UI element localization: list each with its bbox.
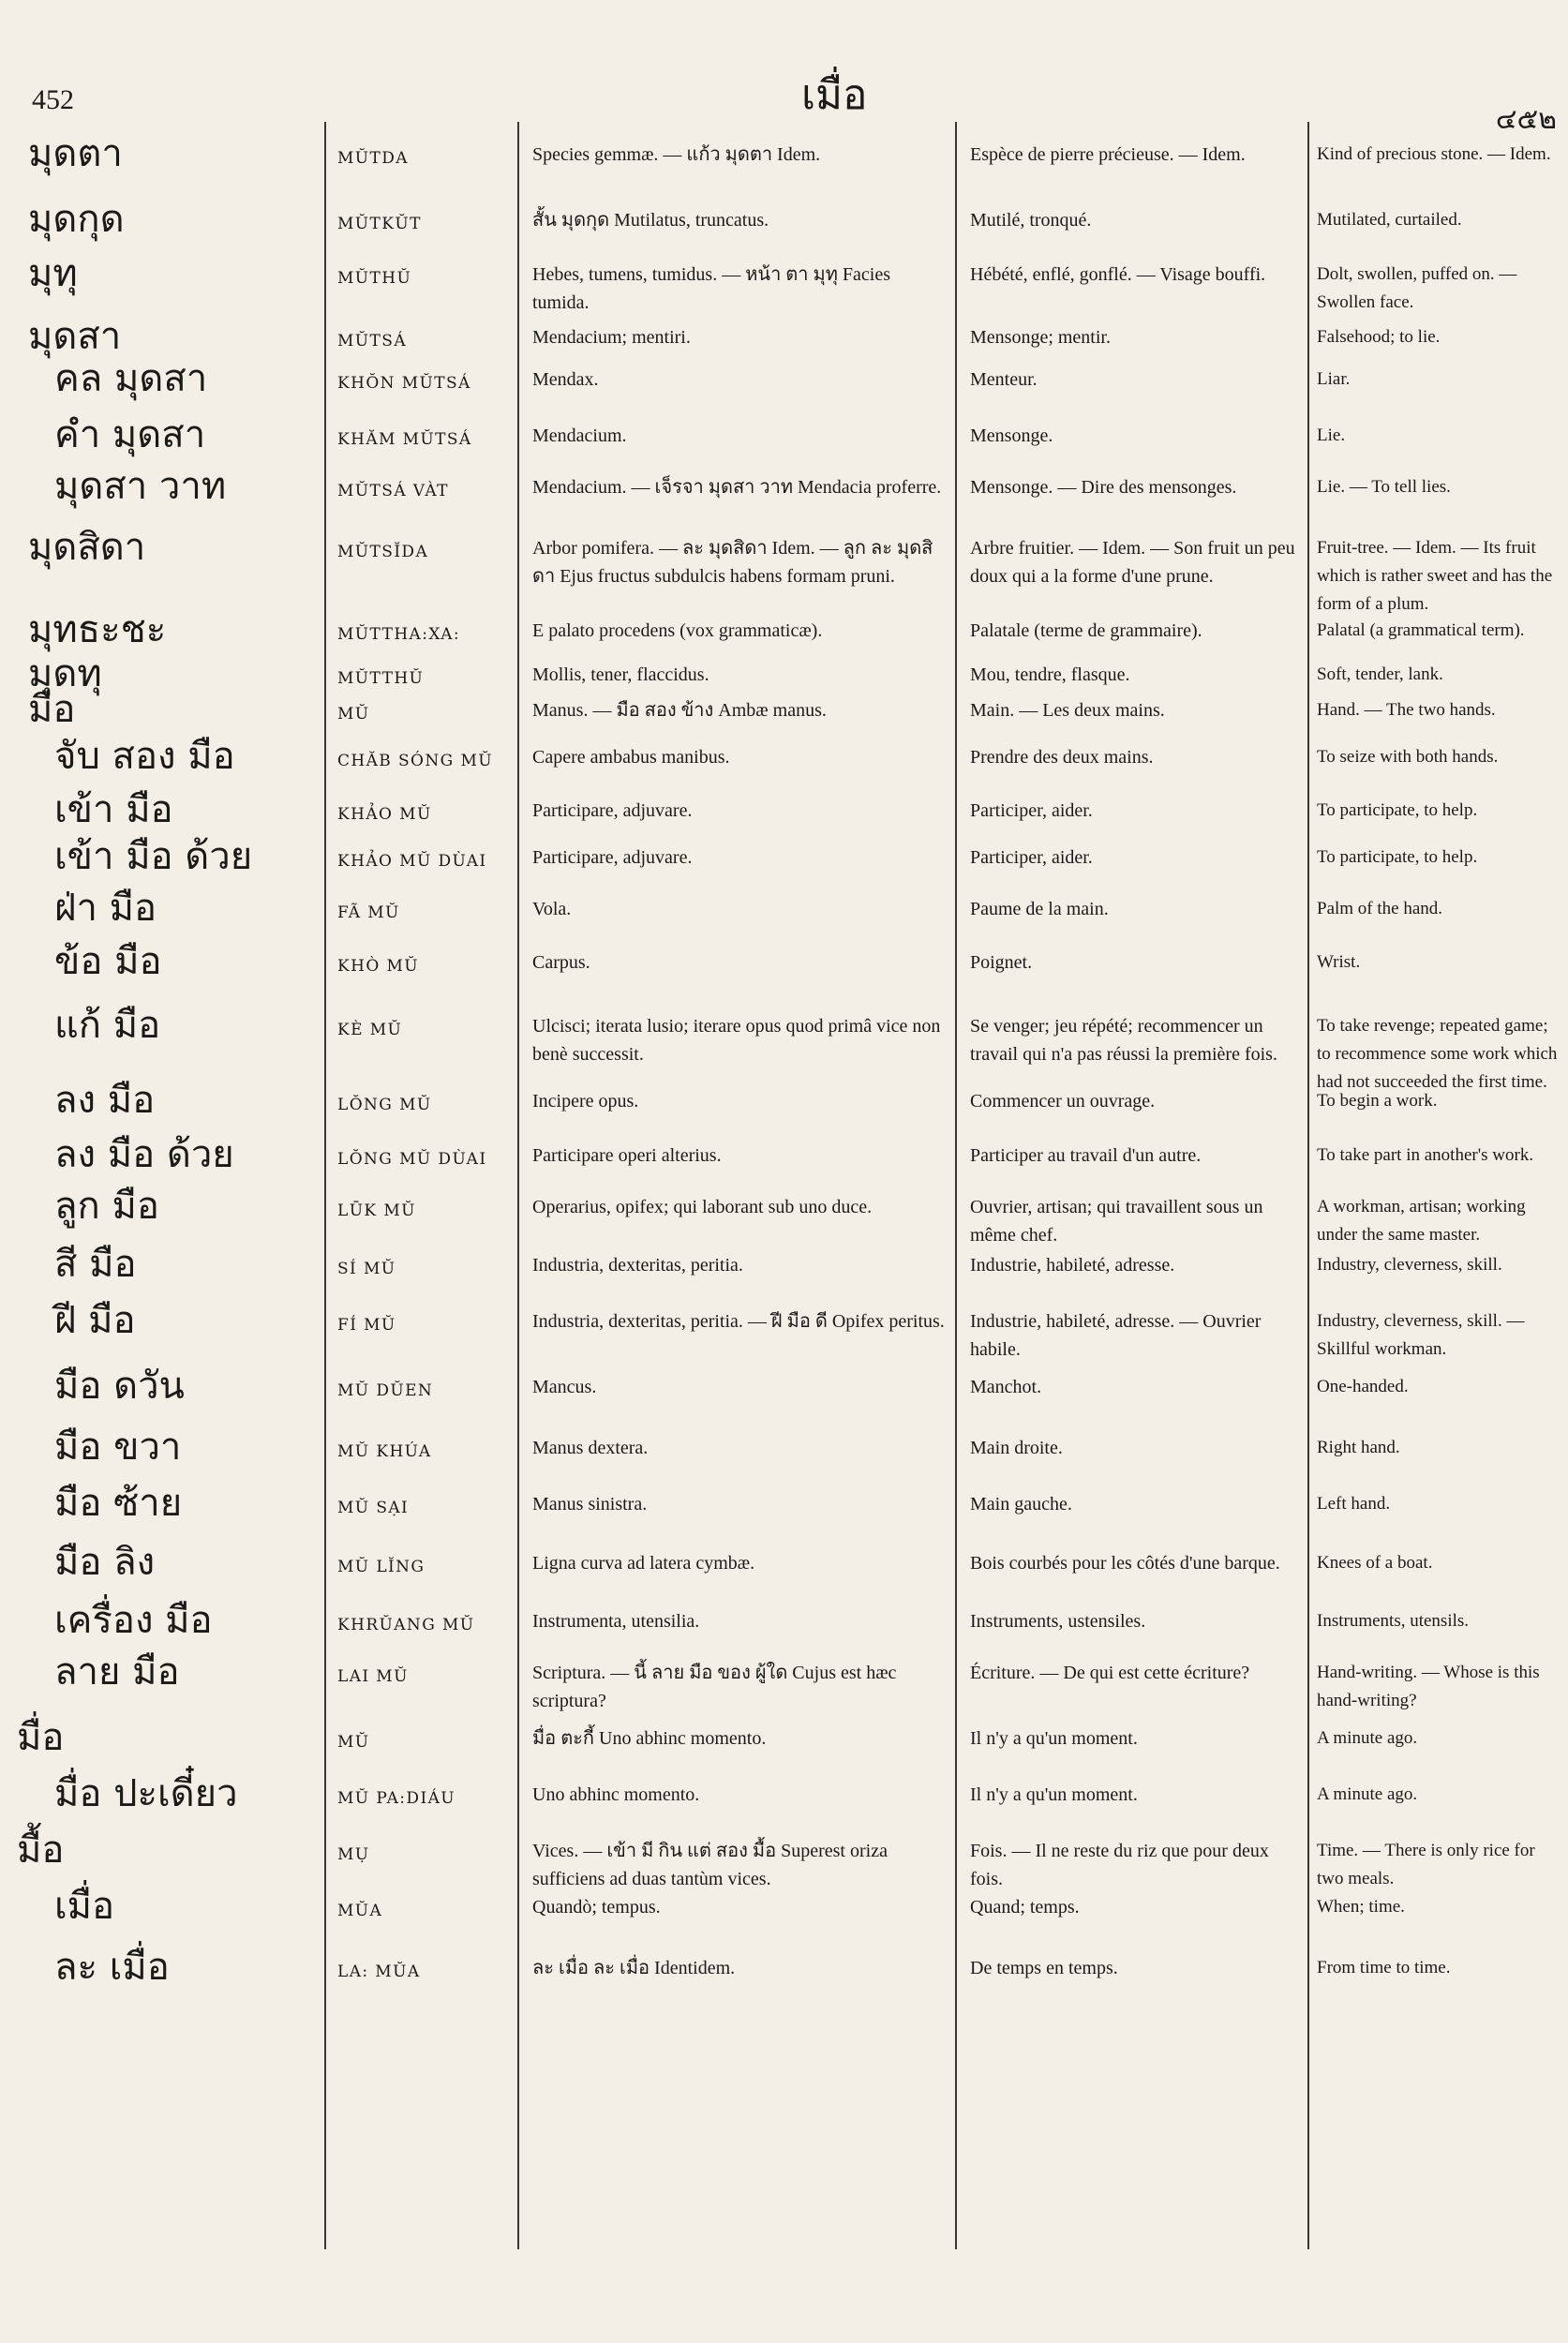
latin-definition: Mancus.: [532, 1377, 597, 1397]
latin-definition: Mendacium.: [532, 425, 627, 446]
french-definition: Industrie, habileté, adresse.: [970, 1255, 1175, 1276]
thai-headword: แก้ มือ: [54, 1004, 161, 1047]
romanization: MŬTTHA:XA:: [337, 625, 461, 644]
french-definition: Manchot.: [970, 1377, 1042, 1397]
latin-definition: Species gemmæ. — แก้ว มุดตา Idem.: [532, 144, 821, 165]
latin-definition: มื่อ ตะกี้ Uno abhinc momento.: [532, 1728, 767, 1749]
romanization: SÍ MŬ: [337, 1260, 396, 1278]
french-definition: Menteur.: [970, 369, 1038, 390]
latin-definition: สั้น มุดกุด Mutilatus, truncatus.: [532, 210, 769, 231]
thai-headword: มื่อ: [17, 1716, 65, 1759]
romanization: LŎNG MŬ: [337, 1096, 432, 1114]
latin-definition: Mendacium; mentiri.: [532, 327, 691, 348]
french-definition: Poignet.: [970, 952, 1033, 973]
french-definition: Paume de la main.: [970, 899, 1109, 919]
latin-definition: Instrumenta, utensilia.: [532, 1611, 700, 1632]
french-definition: Quand; temps.: [970, 1897, 1080, 1918]
running-head: เมื่อ: [801, 71, 868, 119]
english-definition: Fruit-tree. — Idem. — Its fruit which is rather sweet and has the form of a plum.: [1317, 538, 1553, 614]
french-definition: Participer, aider.: [970, 847, 1093, 868]
english-definition: Lie.: [1317, 425, 1346, 445]
french-definition: Participer au travail d'un autre.: [970, 1145, 1202, 1166]
latin-definition: Mendax.: [532, 369, 599, 390]
english-definition: One-handed.: [1317, 1377, 1409, 1396]
romanization: KHẢO MŬ: [337, 805, 432, 824]
latin-definition: ละ เมื่อ ละ เมื่อ Identidem.: [532, 1958, 736, 1978]
romanization: MŬA: [337, 1902, 383, 1920]
french-definition: Mensonge; mentir.: [970, 327, 1111, 348]
latin-definition: Vices. — เข้า มี กิน แต่ สอง มื้อ Superest oriza sufficiens ad duas tantùm vices.: [532, 1841, 888, 1889]
thai-headword: มือ ซ้าย: [54, 1482, 183, 1525]
romanization: MŬ KHÚA: [337, 1442, 432, 1461]
thai-headword: มุดสา วาท: [54, 465, 227, 508]
french-definition: Mou, tendre, flasque.: [970, 664, 1130, 685]
thai-headword: คล มุดสา: [54, 357, 208, 400]
latin-definition: Manus. — มือ สอง ข้าง Ambæ manus.: [532, 700, 827, 721]
thai-headword: มุดสิดา: [28, 526, 146, 569]
latin-definition: E palato procedens (vox grammaticæ).: [532, 620, 823, 641]
column-rule: [517, 122, 519, 2249]
thai-headword: จับ สอง มือ: [54, 735, 235, 778]
english-definition: To begin a work.: [1317, 1091, 1438, 1111]
romanization: KHÒ MŬ: [337, 957, 420, 976]
romanization: KHŎN MŬTSÁ: [337, 374, 471, 393]
french-definition: Il n'y a qu'un moment.: [970, 1784, 1138, 1805]
thai-headword: มื่อ ปะเดี๋ยว: [54, 1772, 238, 1815]
french-definition: Main gauche.: [970, 1494, 1072, 1515]
thai-headword: มือ ขวา: [54, 1425, 182, 1469]
thai-headword: ละ เมื่อ: [54, 1946, 170, 1989]
romanization: MŬ: [337, 1733, 370, 1752]
romanization: MŬTSÁ VÀT: [337, 482, 449, 500]
romanization: FÃ MŬ: [337, 903, 400, 922]
french-definition: Main droite.: [970, 1438, 1063, 1458]
page-header: [0, 0, 1568, 136]
romanization: MŬTSĬDA: [337, 543, 429, 561]
french-definition: Fois. — Il ne reste du riz que pour deux fois.: [970, 1841, 1269, 1889]
romanization: KÈ MŬ: [337, 1021, 403, 1039]
english-definition: Kind of precious stone. — Idem.: [1317, 144, 1551, 164]
thai-headword: มือ: [28, 688, 76, 731]
french-definition: Main. — Les deux mains.: [970, 700, 1165, 721]
romanization: LŪK MŬ: [337, 1201, 416, 1220]
romanization: CHĂB SÓNG MŬ: [337, 752, 493, 770]
english-definition: Liar.: [1317, 369, 1351, 389]
thai-headword: สี มือ: [54, 1243, 137, 1286]
thai-headword: คำ มุดสา: [54, 413, 206, 456]
french-definition: Participer, aider.: [970, 800, 1093, 821]
latin-definition: Mendacium. — เจ็รจา มุดสา วาท Mendacia proferre.: [532, 477, 942, 498]
latin-definition: Uno abhinc momento.: [532, 1784, 700, 1805]
french-definition: Commencer un ouvrage.: [970, 1091, 1156, 1112]
thai-headword: มุดทุ: [28, 652, 102, 695]
english-definition: Palm of the hand.: [1317, 899, 1443, 918]
french-definition: Bois courbés pour les côtés d'une barque.: [970, 1553, 1280, 1574]
latin-definition: Mollis, tener, flaccidus.: [532, 664, 709, 685]
english-definition: Knees of a boat.: [1317, 1553, 1433, 1573]
romanization: MŬTKŬT: [337, 215, 422, 233]
romanization: MŬ SẠI: [337, 1499, 410, 1517]
english-definition: When; time.: [1317, 1897, 1405, 1917]
romanization: LAI MŬ: [337, 1667, 409, 1686]
latin-definition: Quandò; tempus.: [532, 1897, 661, 1918]
french-definition: Ouvrier, artisan; qui travaillent sous un même chef.: [970, 1197, 1263, 1246]
english-definition: Dolt, swollen, puffed on. — Swollen face.: [1317, 264, 1517, 312]
french-definition: Industrie, habileté, adresse. — Ouvrier habile.: [970, 1311, 1262, 1360]
french-definition: Mutilé, tronqué.: [970, 210, 1092, 231]
latin-definition: Manus dextera.: [532, 1438, 649, 1458]
romanization: FÍ MŬ: [337, 1316, 396, 1335]
thai-headword: เครื่อง มือ: [54, 1599, 213, 1642]
latin-definition: Incipere opus.: [532, 1091, 639, 1112]
latin-definition: Scriptura. — นี้ ลาย มือ ของ ผู้ใด Cujus est hæc scriptura?: [532, 1663, 897, 1711]
french-definition: Hébété, enflé, gonflé. — Visage bouffi.: [970, 264, 1266, 285]
latin-definition: Participare, adjuvare.: [532, 847, 693, 868]
thai-headword: ฝี มือ: [54, 1299, 136, 1342]
thai-headword: มุดกุด: [28, 198, 125, 241]
english-definition: Left hand.: [1317, 1494, 1391, 1514]
french-definition: Écriture. — De qui est cette écriture?: [970, 1663, 1250, 1683]
romanization: MŬ PA:DIÁU: [337, 1789, 455, 1808]
thai-headword: มือ ดวัน: [54, 1365, 185, 1408]
romanization: KHRŬANG MŬ: [337, 1616, 475, 1634]
french-definition: Se venger; jeu répété; recommencer un travail qui n'a pas réussi la première fois.: [970, 1016, 1277, 1065]
english-definition: Soft, tender, lank.: [1317, 664, 1443, 684]
english-definition: To participate, to help.: [1317, 847, 1478, 867]
english-definition: Right hand.: [1317, 1438, 1400, 1457]
french-definition: Prendre des deux mains.: [970, 747, 1154, 768]
thai-headword: มื้อ: [17, 1828, 65, 1872]
column-rule: [1307, 122, 1309, 2249]
page-number: 452: [32, 84, 74, 115]
column-rule: [955, 122, 957, 2249]
romanization: MŬTDA: [337, 149, 409, 168]
latin-definition: Industria, dexteritas, peritia. — ฝี มือ ดี Opifex peritus.: [532, 1311, 945, 1332]
romanization: MŬTSÁ: [337, 332, 407, 351]
latin-definition: Manus sinistra.: [532, 1494, 648, 1515]
english-definition: To take part in another's work.: [1317, 1145, 1534, 1165]
english-definition: Falsehood; to lie.: [1317, 327, 1441, 347]
english-definition: To take revenge; repeated game; to recommence some work which had not succeeded the first time.: [1317, 1016, 1558, 1092]
latin-definition: Participare, adjuvare.: [532, 800, 693, 821]
english-definition: To participate, to help.: [1317, 800, 1478, 820]
romanization: KHĂM MŬTSÁ: [337, 430, 472, 449]
thai-headword: ลาย มือ: [54, 1650, 180, 1694]
english-definition: Lie. — To tell lies.: [1317, 477, 1451, 497]
thai-headword: ลง มือ ด้วย: [54, 1133, 234, 1176]
french-definition: Il n'y a qu'un moment.: [970, 1728, 1138, 1749]
thai-headword: มุทุ: [28, 252, 78, 295]
thai-headword: เมื่อ: [54, 1885, 115, 1928]
english-definition: Industry, cleverness, skill.: [1317, 1255, 1502, 1275]
english-definition: Mutilated, curtailed.: [1317, 210, 1462, 230]
thai-headword: ฝ่า มือ: [54, 887, 157, 930]
french-definition: Instruments, ustensiles.: [970, 1611, 1146, 1632]
romanization: LA: MŬA: [337, 1962, 421, 1981]
romanization: MŬTHŬ: [337, 269, 412, 288]
romanization: MŬ: [337, 705, 370, 724]
romanization: MŬ DŬEN: [337, 1381, 434, 1400]
thai-headword: เข้า มือ ด้วย: [54, 835, 253, 878]
french-definition: Espèce de pierre précieuse. — Idem.: [970, 144, 1246, 165]
thai-headword: ข้อ มือ: [54, 940, 162, 983]
thai-page-number: ๔๕๒: [1495, 103, 1557, 136]
french-definition: De temps en temps.: [970, 1958, 1118, 1978]
romanization: MŬ LĬNG: [337, 1558, 426, 1576]
english-definition: Wrist.: [1317, 952, 1361, 972]
english-definition: A minute ago.: [1317, 1784, 1418, 1804]
english-definition: From time to time.: [1317, 1958, 1451, 1977]
latin-definition: Vola.: [532, 899, 572, 919]
latin-definition: Hebes, tumens, tumidus. — หน้า ตา มุทุ Facies tumida.: [532, 264, 890, 313]
thai-headword: ลง มือ: [54, 1079, 156, 1122]
latin-definition: Arbor pomifera. — ละ มุดสิดา Idem. — ลูก ละ มุดสิดา Ejus fructus subdulcis habens formam pruni.: [532, 538, 933, 587]
thai-headword: มุดสา: [28, 315, 122, 358]
english-definition: Palatal (a grammatical term).: [1317, 620, 1525, 640]
thai-headword: เข้า มือ: [54, 788, 173, 831]
latin-definition: Capere ambabus manibus.: [532, 747, 730, 768]
french-definition: Mensonge.: [970, 425, 1053, 446]
thai-headword: ลูก มือ: [54, 1185, 159, 1228]
romanization: MŬTTHŬ: [337, 669, 425, 688]
latin-definition: Carpus.: [532, 952, 590, 973]
english-definition: Time. — There is only rice for two meals.: [1317, 1841, 1535, 1888]
latin-definition: Ligna curva ad latera cymbæ.: [532, 1553, 755, 1574]
latin-definition: Ulcisci; iterata lusio; iterare opus quod primâ vice non benè successit.: [532, 1016, 941, 1065]
english-definition: Industry, cleverness, skill. — Skillful workman.: [1317, 1311, 1525, 1359]
english-definition: To seize with both hands.: [1317, 747, 1499, 767]
latin-definition: Participare operi alterius.: [532, 1145, 722, 1166]
english-definition: Hand. — The two hands.: [1317, 700, 1496, 720]
romanization: LŎNG MŬ DÙAI: [337, 1150, 487, 1169]
english-definition: Hand-writing. — Whose is this hand-writing?: [1317, 1663, 1540, 1710]
latin-definition: Industria, dexteritas, peritia.: [532, 1255, 743, 1276]
latin-definition: Operarius, opifex; qui laborant sub uno duce.: [532, 1197, 873, 1217]
romanization: KHẢO MŬ DÙAI: [337, 852, 487, 871]
french-definition: Mensonge. — Dire des mensonges.: [970, 477, 1237, 498]
french-definition: Arbre fruitier. — Idem. — Son fruit un peu doux qui a la forme d'une prune.: [970, 538, 1295, 587]
english-definition: A minute ago.: [1317, 1728, 1418, 1748]
thai-headword: มุดตา: [28, 132, 123, 175]
french-definition: Palatale (terme de grammaire).: [970, 620, 1202, 641]
romanization: MỤ: [337, 1845, 370, 1864]
english-definition: Instruments, utensils.: [1317, 1611, 1470, 1631]
thai-headword: มือ ลิง: [54, 1541, 156, 1584]
thai-headword: มุทธะชะ: [28, 608, 167, 651]
english-definition: A workman, artisan; working under the same master.: [1317, 1197, 1526, 1245]
